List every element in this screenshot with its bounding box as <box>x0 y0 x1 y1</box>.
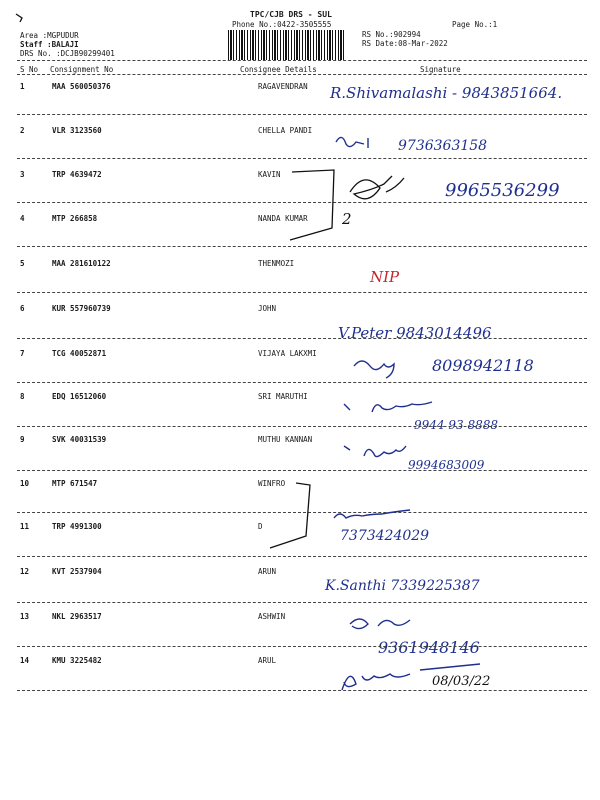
signature-scribble <box>354 361 394 378</box>
row-signature: 9944 93 8888 <box>414 418 498 432</box>
row-signature: NIP <box>370 268 400 286</box>
row-consignment: MAA 281610122 <box>52 259 111 268</box>
row-signature: V.Peter 9843014496 <box>338 324 492 342</box>
row-consignment: SVK 40031539 <box>52 435 107 444</box>
drs-number: DRS No. :DCJB90299401 <box>20 49 115 58</box>
row-sno: 5 <box>20 259 25 268</box>
signature-scribble <box>350 176 404 199</box>
row-sno: 7 <box>20 349 25 358</box>
row-consignee: SRI MARUTHI <box>258 392 308 401</box>
signature-scribble <box>342 664 480 690</box>
area-label: Area :MGPUDUR <box>20 31 79 40</box>
row-consignee: ASHWIN <box>258 612 286 621</box>
document-title: TPC/CJB DRS - SUL <box>250 10 332 19</box>
row-sno: 13 <box>20 612 30 621</box>
row-consignment: MTP 266858 <box>52 214 98 223</box>
page-number: Page No.:1 <box>452 20 498 29</box>
row-signature: 7373424029 <box>340 528 430 544</box>
row-consignment: TRP 4639472 <box>52 170 102 179</box>
phone-number: Phone No.:0422-3505555 <box>232 20 332 29</box>
row-consignee: VIJAYA LAKXMI <box>258 349 317 358</box>
row-consignee: JOHN <box>258 304 277 313</box>
staple-mark <box>16 14 22 22</box>
signature-scribble <box>350 619 410 629</box>
row-sno: 9 <box>20 435 25 444</box>
row-signature: 9361948146 <box>378 638 480 657</box>
row-consignment: TCG 40052871 <box>52 349 107 358</box>
row-consignee: WINFRO <box>258 479 286 488</box>
signature-scribble <box>334 510 410 518</box>
row-consignment: MTP 671547 <box>52 479 98 488</box>
row-sno: 10 <box>20 479 30 488</box>
row-consignee: KAVIN <box>258 170 281 179</box>
row-consignment: MAA 560050376 <box>52 82 111 91</box>
row-consignee: CHELLA PANDI <box>258 126 313 135</box>
row-signature: K.Santhi 7339225387 <box>325 578 480 594</box>
row-consignee: MUTHU KANNAN <box>258 435 313 444</box>
row-sno: 4 <box>20 214 25 223</box>
rs-number: RS No.:902994 <box>362 30 421 39</box>
row-consignment: KUR 557960739 <box>52 304 111 313</box>
col-consignee-details: Consignee Details <box>240 65 317 74</box>
row-signature: 08/03/22 <box>432 674 491 689</box>
row-consignment: TRP 4991300 <box>52 522 102 531</box>
row-signature: R.Shivamalashi - 9843851664. <box>330 84 563 102</box>
row-sno: 3 <box>20 170 25 179</box>
bracket-mark <box>290 170 334 240</box>
row-consignee: D <box>258 522 263 531</box>
row-sno: 1 <box>20 82 25 91</box>
col-consignment: Consignment No <box>50 65 114 74</box>
signature-scribble <box>344 446 406 457</box>
row-signature: 2 <box>342 210 352 228</box>
staff-label: Staff :BALAJI <box>20 40 79 49</box>
row-consignment: NKL 2963517 <box>52 612 102 621</box>
bracket-mark <box>270 483 310 548</box>
col-signature: Signature <box>420 65 461 74</box>
row-sno: 14 <box>20 656 30 665</box>
row-consignment: KMU 3225482 <box>52 656 102 665</box>
rs-date: RS Date:08-Mar-2022 <box>362 39 448 48</box>
row-consignee: NANDA KUMAR <box>258 214 308 223</box>
row-signature: 9736363158 <box>398 138 488 154</box>
row-sno: 6 <box>20 304 25 313</box>
row-sno: 11 <box>20 522 30 531</box>
row-consignment: EDQ 16512060 <box>52 392 107 401</box>
row-signature: 8098942118 <box>432 356 534 375</box>
row-signature: 9965536299 <box>445 180 560 201</box>
row-consignment: KVT 2537904 <box>52 567 102 576</box>
row-consignee: RAGAVENDRAN <box>258 82 308 91</box>
row-consignment: VLR 3123560 <box>52 126 102 135</box>
row-consignee: ARUL <box>258 656 277 665</box>
signature-scribble <box>336 137 368 148</box>
row-sno: 12 <box>20 567 30 576</box>
row-consignee: ARUN <box>258 567 277 576</box>
row-consignee: THENMOZI <box>258 259 295 268</box>
col-sno: S No <box>20 65 39 74</box>
row-sno: 8 <box>20 392 25 401</box>
row-sno: 2 <box>20 126 25 135</box>
row-signature: 9994683009 <box>408 458 485 472</box>
signature-scribble <box>344 402 432 412</box>
